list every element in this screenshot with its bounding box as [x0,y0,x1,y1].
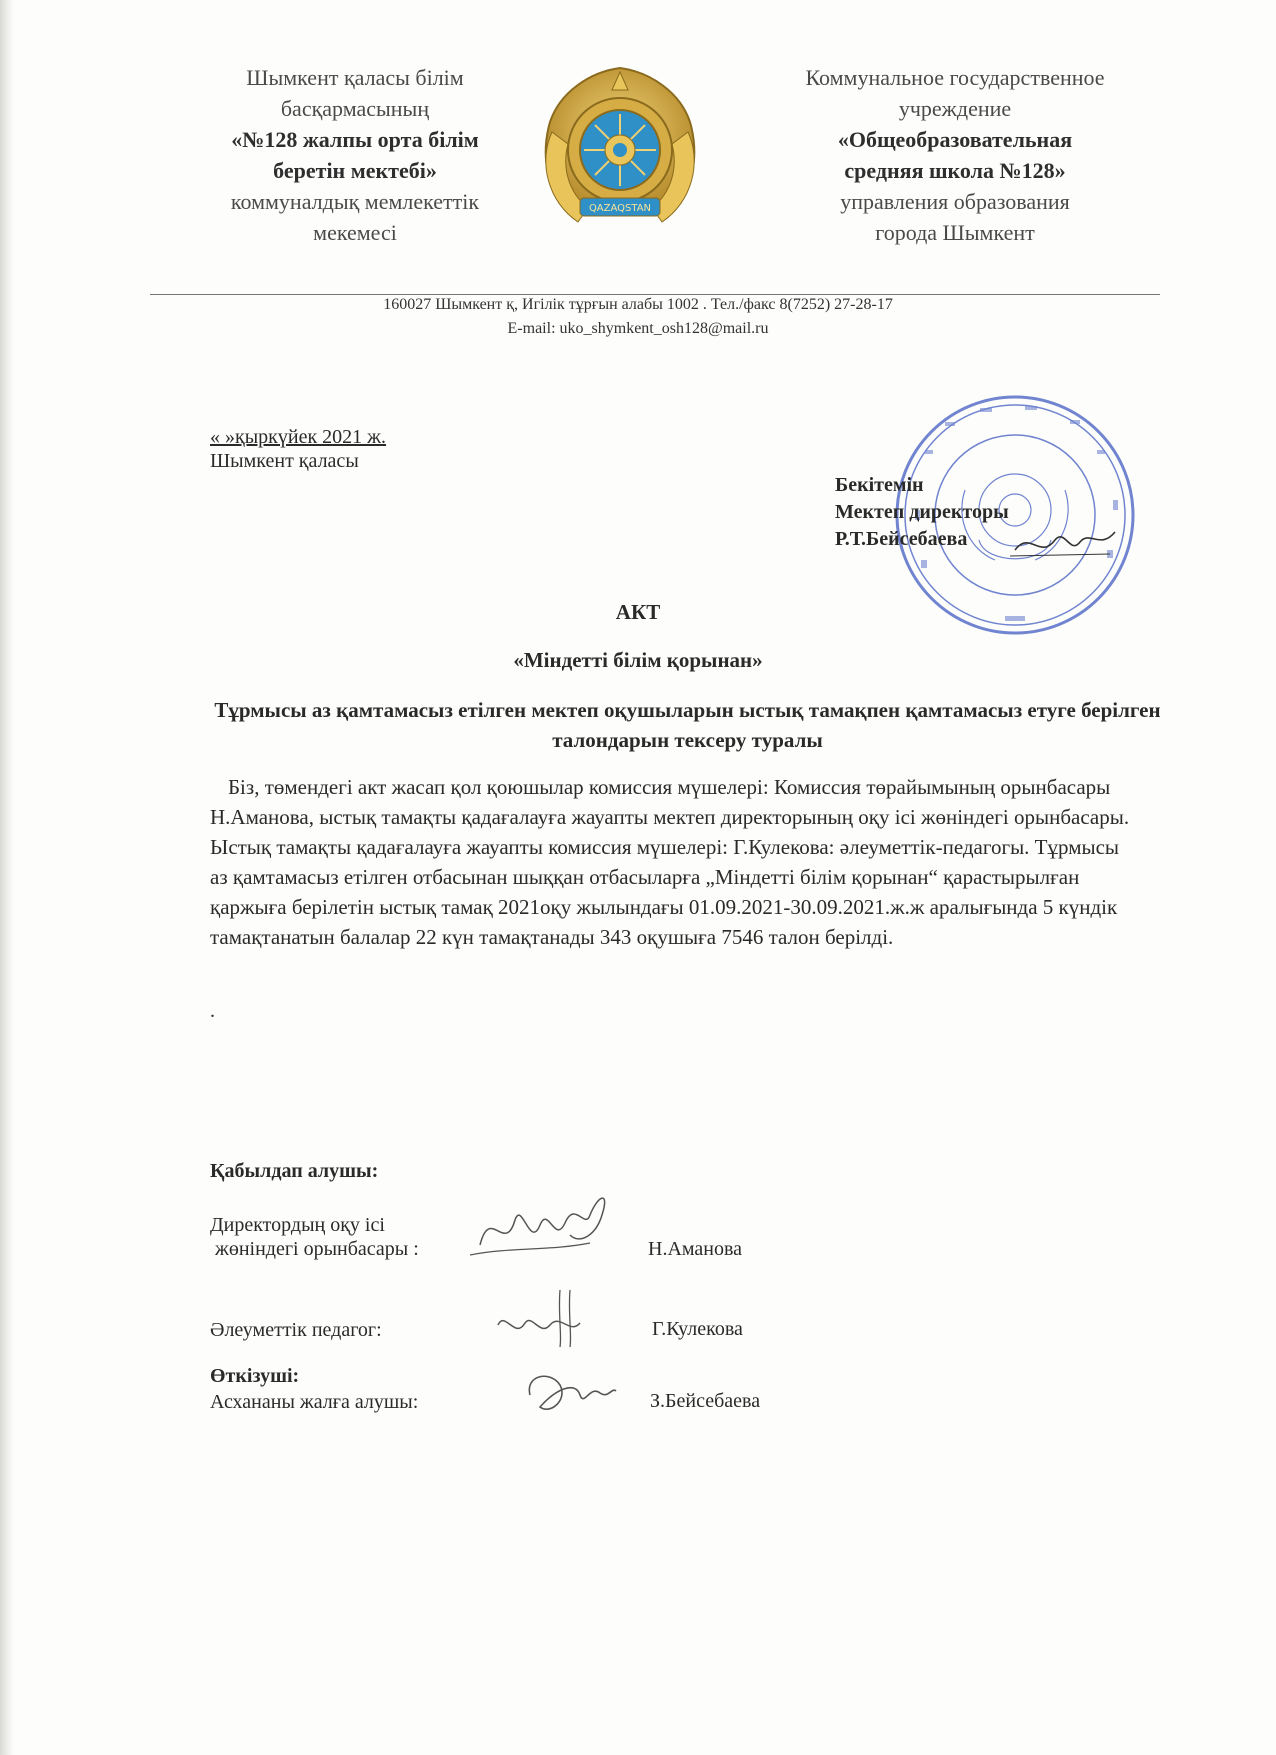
header-ru [790,62,1120,248]
header-kz [190,62,520,248]
giver-heading: Өткізуші: [210,1365,300,1387]
document-date [210,425,386,473]
header-address: 160027 Шымкент қ, Игілік тұрғын алабы 1002 . Тел./факс 8(7252) 27-28-17 [383,296,893,313]
header-divider [150,294,1160,295]
header-kz-school: «№128 жалпы орта білім [231,127,479,152]
header-ru-line: города Шымкент [875,220,1035,245]
social-name: Г.Кулекова [652,1318,743,1340]
canteen-signature [520,1365,620,1425]
deputy-name: Н.Аманова [648,1238,743,1260]
header-kz-line: Шымкент қаласы білім [246,65,464,90]
deputy-label-line: жөніндегі орынбасары : [210,1238,419,1260]
deputy-signature [470,1185,620,1265]
header-kz-line: коммуналдық мемлекеттік [230,189,480,214]
receiver-heading: Қабылдап алушы: [210,1160,379,1182]
document-subtitle: «Міндетті білім қорынан» [513,648,763,672]
emblem-text: QAZAQSTAN [588,203,652,214]
header-ru-school: средняя школа №128» [844,158,1066,183]
social-signature [490,1285,600,1355]
body-dot: . [210,1000,215,1022]
header-ru-line: Коммунальное государственное [805,65,1105,90]
header-ru-line: учреждение [898,96,1012,121]
document-title: АКТ [615,600,661,624]
header-kz-line: басқармасының [280,96,430,121]
deputy-label [210,1213,419,1261]
document-body: Біз, төмендегі акт жасап қол қоюшылар комиссия мүшелері: Комиссия төрайымының орынбасары Н.Аманова, ыстық тамақты қадағалауға жауапты мектеп директорының оқу ісі жөніндегі орынбасары. Ыстық тамақты қадағалауға жауапты комиссия мүшелері: Г.Кулекова: әлеуметтік-педагогы. Тұрмысы аз қамтамасыз етілген отбасынан шыққан отбасыларға „Міндетті білім қорынан“ қарастырылған қаржыға берілетін ыстық тамақ 2021оқу жылындағы 01.09.2021-30.09.2021.ж.ж аралығында 5 күндік тамақтанатын балалар 22 күн тамақтанады 343 оқушыға 7546 талон берілді. [210,775,1130,949]
approval-name: Р.Т.Бейсебаева [835,528,968,550]
approval-block [835,472,1009,553]
social-label: Әлеуметтік педагог: [210,1319,382,1341]
canteen-name: З.Бейсебаева [650,1390,761,1412]
deputy-label-line: Директордың оқу ісі [210,1214,385,1236]
date-city: Шымкент қаласы [210,450,359,472]
header-kz-school: беретін мектебі» [273,158,437,183]
document-topic: Тұрмысы аз қамтамасыз етілген мектеп оқушыларын ыстық тамақпен қамтамасыз етуге берілген талондарын тексеру туралы [214,698,1161,752]
header-ru-line: управления образования [840,189,1070,214]
director-signature [1010,520,1120,565]
approval-line: Бекітемін [835,474,924,496]
approval-line: Мектеп директоры [835,501,1009,523]
canteen-label: Асхананы жалға алушы: [210,1391,419,1413]
scan-edge [0,0,14,1755]
state-emblem-icon [530,62,710,242]
header-kz-line: мекемесі [313,220,397,245]
header-email: E-mail: uko_shymkent_osh128@mail.ru [507,320,769,337]
header-ru-school: «Общеобразовательная [837,127,1073,152]
date-line: « »қыркүйек 2021 ж. [210,426,386,448]
